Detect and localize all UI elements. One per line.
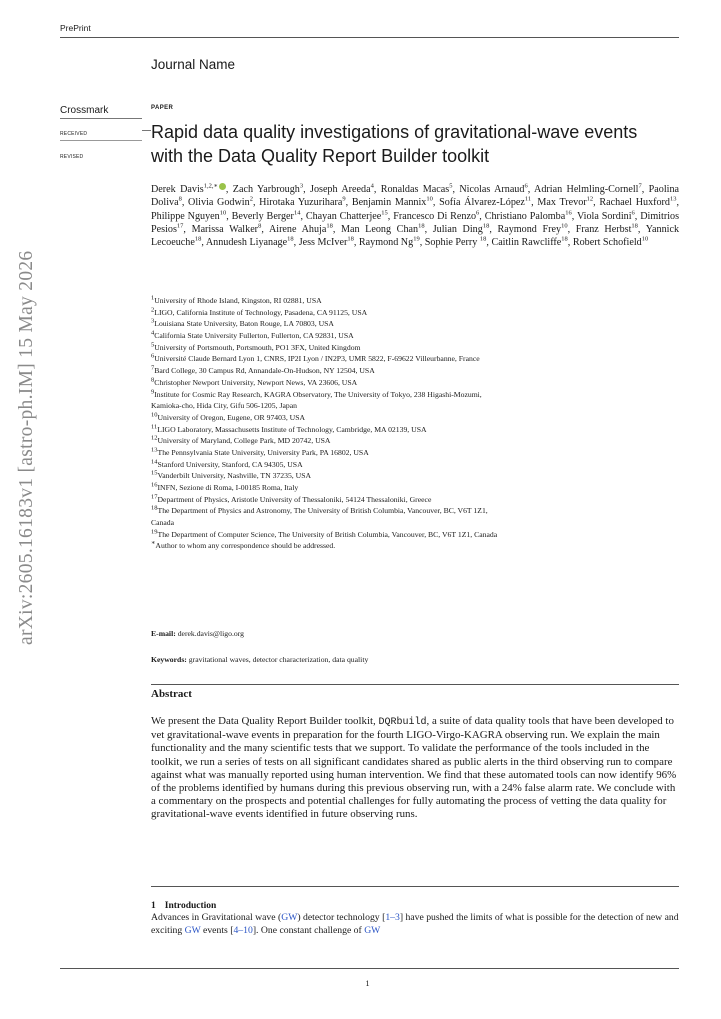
author [151,184,226,195]
author [188,197,253,208]
author-affiliation-mark: 5 [449,182,453,190]
author [459,184,527,195]
author-name: Paolina Doliva [151,184,680,209]
author-affiliation-mark: 3 [299,182,304,190]
author-name: Beverly Berger [231,210,294,222]
affiliation-text: University of Oregon, Eugene, OR 97403, USA [157,412,306,422]
affiliation-number: 4 [151,329,155,337]
author-name: Christiano Palomba [484,210,566,222]
intro-text-2: ) detector technology [ [297,912,386,923]
intro-text-1: Advances in Gravitational wave ( [151,912,282,923]
author [599,197,676,208]
author-name: Derek Davis [151,184,204,195]
author-name: Annudesh Liyanage [205,237,288,248]
received-label: RECEIVED [60,131,88,137]
gw-acronym-link[interactable]: GW [364,924,381,936]
author [352,197,433,208]
title-rule [142,130,151,131]
affiliation-number: 10 [151,411,158,419]
arxiv-id-text: arXiv:2605.16183v1 [astro-ph.IM] 15 May 2026 [16,250,37,645]
author-affiliation-mark: 11 [524,195,532,203]
affiliation-text: Stanford University, Stanford, CA 94305, USA [157,459,303,469]
crossmark-label[interactable]: Crossmark [60,105,109,116]
author [497,224,567,235]
author-affiliation-mark: 10 [561,222,568,230]
affiliation-number: 12 [151,434,158,442]
intro-text-3: ] have pushed the limits of what is possible for the detection of new and exciting [151,912,679,936]
affiliation-number: 18 [151,504,158,512]
affiliation-text: Université Claude Bernard Lyon 1, CNRS, IP2I Lyon / IN2P3, UMR 5822, F-69622 Villeurbanne, France [154,354,480,364]
author-affiliation-mark: 19 [413,235,420,243]
affiliation-number: 16 [151,481,158,489]
affiliation-text: LIGO, California Institute of Technology, Pasadena, CA 91125, USA [154,307,368,317]
section-title: Introduction [164,901,217,911]
affiliation-item [151,295,679,307]
author [306,211,388,222]
author-affiliation-mark: 14 [293,209,301,217]
affiliation-number: 9 [151,387,155,395]
author [381,184,453,195]
affiliation-number: 11 [151,423,158,430]
author-affiliation-mark: 4 [370,182,374,190]
section-heading-introduction [151,901,216,911]
author-name: Airene Ahuja [268,223,327,235]
keywords-value: gravitational waves, detector characterization, data quality [188,655,369,664]
author-name: Caitlin Rawcliffe [491,237,562,248]
affiliation-text: Canada [151,518,175,528]
abstract-heading: Abstract [151,688,192,700]
author-affiliation-mark: 8 [178,195,182,203]
paper-type-tag: PAPER [151,105,174,111]
paper-title: Rapid data quality investigations of gravitational-wave events with the Data Quality Report Builder toolkit [151,122,638,166]
author-name: Hirotaka Yuzurihara [259,197,343,209]
author [491,237,567,248]
affiliation-number: 13 [151,446,158,454]
author-name: Raymond Frey [497,223,562,235]
affiliation-text: The Department of Computer Science, The University of British Columbia, Vancouver, BC, V6T 1Z1, Canada [157,529,498,539]
affiliation-item [151,365,679,377]
affiliation-item [151,424,679,436]
affiliation-number: 14 [151,458,158,466]
author-affiliation-mark: 2 [249,195,253,203]
author-affiliation-mark: 7 [638,182,642,190]
author [299,237,354,248]
affiliation-item [151,377,679,389]
affiliation-item [151,447,679,459]
affiliation-text: Bard College, 30 Campus Rd, Annandale-On-Hudson, NY 12504, USA [154,366,375,376]
section-number: 1 [151,901,156,911]
affiliation-number: ∗ [151,539,156,547]
affiliation-item [151,505,679,517]
author [341,224,425,235]
author-name: Sophie Perry [424,237,480,248]
affiliation-number: 15 [151,469,158,477]
affiliation-text: Department of Physics, Aristotle University of Thessaloniki, 54124 Thessaloniki, Greece [157,494,432,504]
affiliation-text: LIGO Laboratory, Massachusetts Institute of Technology, Cambridge, MA 02139, USA [157,424,427,434]
author-name: Joseph Areeda [310,184,371,195]
author [393,211,479,222]
affiliation-item [151,412,679,424]
affiliation-text: California State University Fullerton, Fullerton, CA 92831, USA [154,331,354,341]
author [192,224,262,235]
arxiv-stamp[interactable] [16,250,56,645]
author [573,237,648,248]
author-affiliation-mark: 18 [482,222,490,230]
author-affiliation-mark: 18 [479,235,487,243]
author-affiliation-mark: 12 [586,195,594,203]
affiliation-item [151,517,679,529]
author-name: Benjamin Mannix [351,197,427,209]
abstract-text [151,715,679,822]
affiliation-text: Louisiana State University, Baton Rouge, LA 70803, USA [154,319,334,329]
abstract-bottom-rule [151,886,679,887]
author-name: Francesco Di Renzo [393,210,477,222]
author [537,197,593,208]
orcid-icon[interactable] [219,183,226,190]
author-name: Chayan Chatterjee [305,210,382,222]
affiliation-text: University of Maryland, College Park, MD 20742, USA [157,436,331,446]
author [433,224,490,235]
author-name: Jess McIver [298,237,348,248]
author-affiliation-mark: 1,2,∗ [203,182,218,190]
affiliation-item [151,494,679,506]
author-name: Nicolas Arnaud [459,184,525,195]
affiliation-number: 7 [151,364,155,372]
affiliation-item [151,482,679,494]
affiliation-text: University of Rhode Island, Kingston, RI 02881, USA [154,296,322,305]
abstract-part-2: , a suite of data quality tools that have been developed to vet gravitational-wave events in preparation for the fourth LIGO-Virgo-KAGRA observing run. We explain the main functionality and the many scientific tests that we support. To validate the performance of the tools included in the toolkit, we run a series of tests on all significant candidates shared as public alerts in the third observing run to compare against what was manually reported using human intervention. We find that these automated tools can now identify 96% of the problems identified by humans during this previous observing run, with a 24% false alarm rate. We conclude with a commentary on the prospects and potential challenges for fully automating the process of vetting the data quality for gravitational-wave events identified in future observing runs. [151,715,677,821]
affiliation-text: The Pennsylvania State University, University Park, PA 16802, USA [157,447,369,457]
author [151,211,226,222]
email-line [151,629,244,638]
affiliation-number: 1 [151,294,155,302]
author-affiliation-mark: 8 [258,222,262,230]
author-affiliation-mark: 18 [418,222,425,230]
author-affiliation-mark: 10 [426,195,433,203]
author-name: Yannick Lecoeuche [151,223,680,248]
gw-acronym-link[interactable]: GW [184,924,201,936]
citation-link[interactable]: 1–3 [385,912,400,923]
author-name: Julian Ding [432,223,483,235]
intro-text-4: events [ [200,924,234,936]
abstract-part-1: We present the Data Quality Report Builder toolkit, [151,715,379,727]
author [269,224,333,235]
author [439,197,531,208]
author-affiliation-mark: 6 [476,209,480,217]
affiliation-number: 3 [151,317,155,325]
author-affiliation-mark: 6 [631,209,635,217]
affiliation-number: 6 [151,352,155,360]
author-list: Derek Davis$^{1,2,∗}$ , Zach Yarbrough$^3$, Joseph Areeda$^4$, Ronaldas Macas$^5$, Nicolas Arnaud$^6$, Adrian Helmling-Cornell$^7$, Paolina Doliva$^8$, Olivia Godwin$^2$, Hirotaka Yuzurihara$^9$, Benjamin Mannix$^{10}$, Sofía Álvarez-López$^{11}$, Max Trevor$^{12}$, Rachael Huxford$^{13}$, Philippe Nguyen$^{10}$, Beverly Berger$^{14}$, Chayan Chatterjee$^{15}$, Francesco Di Renzo$^6$, Christiano Palomba$^{16}$, Viola Sordini$^6$, Dimitrios Pesios$^{17}$, Marissa Walker$^8$, Airene Ahuja$^{18}$, Man Leong Chan$^{18}$, Julian Ding$^{18}$, Raymond Frey$^{10}$, Franz Herbst$^{18}$, Yannick Lecoeuche$^{18}$, Annudesh Liyanage$^{18}$, Jess McIver$^{18}$, Raymond Ng$^{19}$, Sophie Perry $^{18}$, Caitlin Rawcliffe$^{18}$, Robert Schofield$^{10}$ [151,182,680,248]
affiliation-item [151,353,679,365]
affiliation-item [151,529,679,541]
keywords-label: Keywords: [151,655,187,664]
email-label: E-mail: [151,629,176,638]
affiliation-text: University of Portsmouth, Portsmouth, PO1 3FX, United Kingdom [154,342,361,352]
author-affiliation-mark: 10 [641,235,649,243]
author-name: Dimitrios Pesios [151,210,680,235]
abstract-top-rule [151,684,679,685]
author [310,184,374,195]
received-rule [60,140,142,141]
author [359,237,420,248]
author-affiliation-mark: 18 [194,235,202,243]
author [259,197,345,208]
header-rule [60,37,679,38]
affiliation-text: Institute for Cosmic Ray Research, KAGRA Observatory, The University of Tokyo, 238 Higashi-Mozumi, [154,389,482,399]
page-number: 1 [365,978,370,988]
author [534,184,642,195]
affiliation-text: Christopher Newport University, Newport News, VA 23606, USA [154,377,358,387]
affiliation-item [151,540,679,552]
affiliation-text: Kamioka-cho, Hida City, Gifu 506-1205, Japan [151,401,297,411]
sidebar-rule [60,118,142,119]
author-affiliation-mark: 9 [342,195,346,203]
affiliation-number: 8 [151,376,155,384]
author-affiliation-mark: 16 [565,209,572,217]
author [576,224,638,235]
author [206,237,294,248]
introduction-text [151,912,679,937]
author-affiliation-mark: 17 [176,222,184,230]
affiliation-item [151,307,679,319]
author-name: Ronaldas Macas [380,184,450,195]
affiliation-text: Vanderbilt University, Nashville, TN 37235, USA [157,471,312,481]
affiliation-number: 19 [151,528,158,536]
affiliation-item [151,459,679,471]
intro-text-5: ]. One constant challenge of [252,924,365,936]
author-name: Philippe Nguyen [151,210,220,222]
author [577,211,635,222]
affiliation-item [151,318,679,330]
affiliation-item [151,400,679,412]
author [233,184,303,195]
author-name: Raymond Ng [358,237,414,248]
author-name: Olivia Godwin [188,197,250,209]
affiliation-list [151,295,679,552]
affiliation-number: 2 [151,306,155,314]
author [485,211,572,222]
author-name: Marissa Walker [191,223,259,235]
author-affiliation-mark: 18 [561,235,568,243]
affiliation-text: INFN, Sezione di Roma, I-00185 Roma, Italy [157,483,299,492]
author-affiliation-mark: 6 [524,182,528,190]
citation-link[interactable]: 4–10 [233,924,253,936]
affiliation-item [151,342,679,354]
author-name: Franz Herbst [575,223,632,235]
author-affiliation-mark: 18 [326,222,333,230]
preprint-label: PrePrint [60,23,91,33]
affiliation-item [151,389,679,401]
revised-label: REVISED [60,154,84,160]
author-affiliation-mark: 18 [347,235,354,243]
author-affiliation-mark: 15 [381,209,388,217]
affiliation-number: 17 [151,493,158,501]
author-name: Zach Yarbrough [232,184,300,195]
keywords-line [151,655,368,664]
affiliation-item [151,435,679,447]
author-affiliation-mark: 13 [670,195,677,203]
author-affiliation-mark: 10 [219,209,227,217]
affiliation-item [151,470,679,482]
affiliation-text: The Department of Physics and Astronomy, The University of British Columbia, Vancouver, BC, V6T 1Z1, [157,506,488,516]
gw-acronym-link[interactable]: GW [281,912,298,923]
author-name: Sofía Álvarez-López [439,197,525,209]
abstract-code: DQRbuild [378,717,427,728]
author-name: Max Trevor [537,197,587,209]
author-name: Robert Schofield [572,237,642,248]
footer-rule [60,968,679,969]
affiliation-text: Author to whom any correspondence should be addressed. [155,541,336,551]
author [232,211,301,222]
journal-name: Journal Name [151,57,236,72]
author [425,237,487,248]
author-name: Man Leong Chan [340,223,419,235]
affiliation-number: 5 [151,341,155,349]
author-name: Adrian Helmling-Cornell [534,184,639,195]
author-name: Rachael Huxford [599,197,670,209]
email-address[interactable]: derek.davis@ligo.org [177,629,244,638]
author-name: Viola Sordini [576,210,632,222]
affiliation-item [151,330,679,342]
author-affiliation-mark: 18 [287,235,294,243]
author-affiliation-mark: 18 [631,222,638,230]
